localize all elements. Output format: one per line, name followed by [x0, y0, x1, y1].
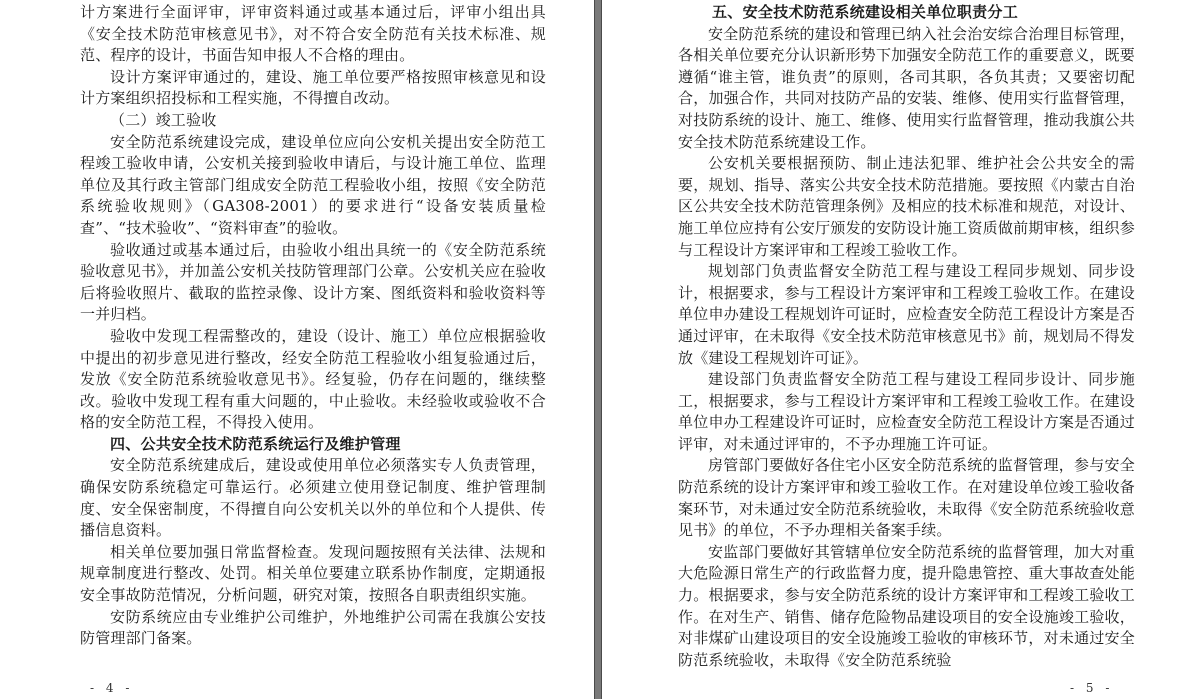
section-heading: 五、安全技术防范系统建设相关单位职责分工	[712, 3, 1019, 21]
subsection-heading: （二）竣工验收	[110, 110, 217, 129]
paragraph: 安全防范系统的建设和管理已纳入社会治安综合治理目标管理，各相关单位要充分认识新形势下加强安全防范工作的重要意义，既要遵循“谁主管，谁负责”的原则，各司其职，各负其责；又要密切配合，加强合作，共同对技防产品的安装、维修、使用实行监督管理，对技防系统的设计、施工、维修、使用实行监督管理，推动我旗公共安全技术防范系统建设工作。	[678, 24, 1135, 151]
paragraph: 计方案进行全面评审，评审资料通过或基本通过后，评审小组出具《安全技术防范审核意见书》，对不符合安全防范有关技术标准、规范、程序的设计，书面告知申报人不合格的理由。	[80, 3, 546, 65]
paragraph: 规划部门负责监督安全防范工程与建设工程同步规划、同步设计，根据要求，参与工程设计方案评审和工程竣工验收工作。在建设单位申办建设工程规划许可证时，应检查安全防范工程设计方案是否通过评审，在未取得《安全技术防范审核意见书》前，规划局不得发放《建设工程规划许可证》。	[678, 262, 1135, 367]
paragraph: 安全防范系统建成后，建设或使用单位必须落实专人负责管理，确保安防系统稳定可靠运行。必须建立使用登记制度、维护管理制度、安全保密制度，不得擅自向公安机关以外的单位和个人提供、传播信息资料。	[80, 456, 546, 540]
page-divider	[594, 0, 602, 699]
paragraph: 安防系统应由专业维护公司维护，外地维护公司需在我旗公安技防管理部门备案。	[80, 607, 546, 648]
paragraph: 安全防范系统建设完成，建设单位应向公安机关提出安全防范工程竣工验收申请，公安机关接到验收申请后，与设计施工单位、监理单位及其行政主管部门组成安全防范工程验收小组，按照《安全防范系统验收规则》（GA308-2001）的要求进行“设备安装质量检查”、“技术验收”、“资料审查”的验收。	[80, 132, 546, 237]
section-heading: 四、公共安全技术防范系统运行及维护管理	[110, 434, 401, 453]
document-page-5	[602, 0, 1193, 699]
document-page-4	[0, 0, 594, 699]
paragraph: 安监部门要做好其管辖单位安全防范系统的监督管理，加大对重大危险源日常生产的行政监督力度，提升隐患管控、重大事故查处能力。根据要求，参与安全防范系统的设计方案评审和工程竣工验收工作。在对生产、销售、储存危险物品建设项目的安全设施竣工验收，对非煤矿山建设项目的安全设施竣工验收的审核环节，对未通过安全防范系统验收，未取得《安全防范系统验	[678, 542, 1135, 669]
paragraph: 相关单位要加强日常监督检查。发现问题按照有关法律、法规和规章制度进行整改、处罚。相关单位要建立联系协作制度，定期通报安全事故防范情况，分析问题，研究对策，按照各自职责组织实施。	[80, 542, 546, 605]
paragraph: 房管部门要做好各住宅小区安全防范系统的监督管理，参与安全防范系统的设计方案评审和竣工验收工作。在对建设单位竣工验收备案环节，对未通过安全防范系统验收，未取得《安全防范系统验收意见书》的单位，不予办理相关备案手续。	[678, 456, 1135, 540]
paragraph: 设计方案评审通过的，建设、施工单位要严格按照审核意见和设计方案组织招投标和工程实施，不得擅自改动。	[80, 67, 546, 108]
paragraph: 验收中发现工程需整改的，建设（设计、施工）单位应根据验收中提出的初步意见进行整改，经安全防范工程验收小组复验通过后，发放《安全防范系统验收意见书》。经复验，仍存在问题的，继续整改。验收中发现工程有重大问题的，中止验收。未经验收或验收不合格的安全防范工程，不得投入使用。	[80, 326, 546, 432]
page-number: - 4 -	[90, 681, 134, 695]
paragraph: 验收通过或基本通过后，由验收小组出具统一的《安全防范系统验收意见书》，并加盖公安机关技防管理部门公章。公安机关应在验收后将验收照片、截取的监控录像、设计方案、图纸资料和验收资料等一并归档。	[80, 240, 546, 324]
paragraph: 建设部门负责监督安全防范工程与建设工程同步设计、同步施工，根据要求，参与工程设计方案评审和工程竣工验收工作。在建设单位申办工程建设许可证时，应检查安全防范工程设计方案是否通过评审，对未通过评审的，不予办理施工许可证。	[678, 370, 1135, 453]
page-number: - 5 -	[1070, 681, 1114, 695]
paragraph: 公安机关要根据预防、制止违法犯罪、维护社会公共安全的需要，规划、指导、落实公共安全技术防范措施。要按照《内蒙古自治区公共安全技术防范管理条例》及相应的技术标准和规范，对设计、施工单位应持有公安厅颁发的安防设计施工资质做前期审核，组织参与工程设计方案评审和工程竣工验收工作。	[678, 154, 1135, 259]
